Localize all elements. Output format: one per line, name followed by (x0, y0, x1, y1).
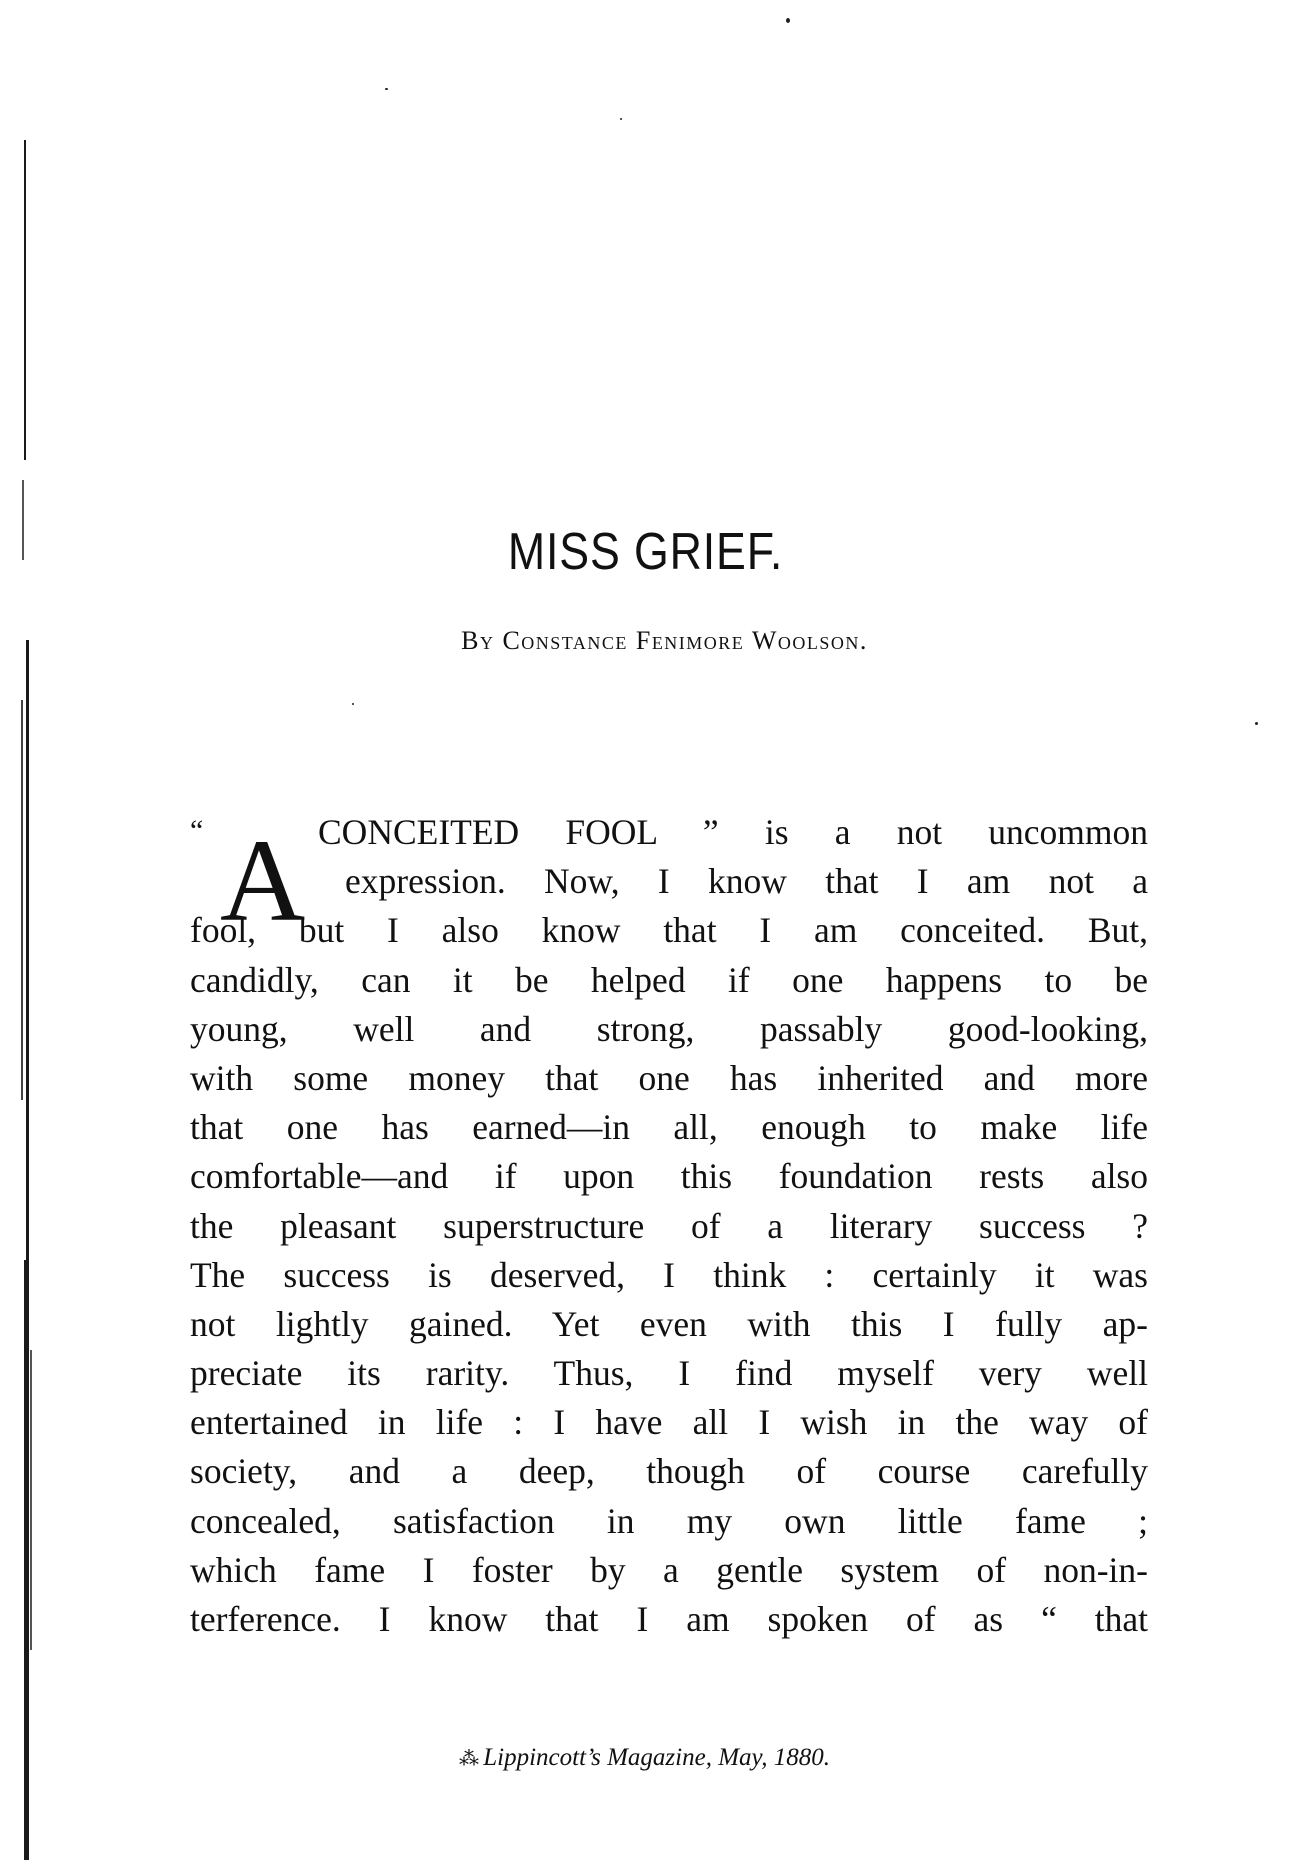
scan-speck (620, 118, 622, 120)
scan-speck (786, 18, 790, 23)
body-line: young, well and strong, passably good-looking, (190, 1008, 1148, 1049)
body-line: that one has earned—in all, enough to make life (190, 1107, 1148, 1148)
opening-quote: “ (190, 814, 204, 847)
body-line: preciate its rarity. Thus, I find myself very well (190, 1353, 1148, 1394)
body-line: expression. Now, I know that I am not a (345, 861, 1148, 902)
story-body (190, 808, 1148, 1644)
body-line: terference. I know that I am spoken of as “ that (190, 1599, 1148, 1639)
footnote (0, 1745, 1289, 1770)
footnote-source: Lippincott’s Magazine, May, 1880. (483, 1744, 830, 1771)
body-line: with some money that one has inherited and more (190, 1057, 1148, 1098)
body-line: The success is deserved, I think : certainly it was (190, 1254, 1148, 1295)
body-line: the pleasant superstructure of a literary success ? (190, 1205, 1148, 1246)
body-line: which fame I foster by a gentle system of non-in- (190, 1549, 1148, 1590)
story-title: MISS GRIEF. (507, 523, 784, 581)
footnote-marker: ⁂ (458, 1748, 477, 1770)
body-line: concealed, satisfaction in my own little fame ; (190, 1500, 1148, 1541)
body-line: entertained in life : I have all I wish in the way of (190, 1402, 1148, 1443)
scan-speck (352, 703, 354, 705)
body-line: not lightly gained. Yet even with this I fully ap- (190, 1303, 1148, 1344)
author-byline: By Constance Fenimore Woolson. (461, 626, 868, 655)
body-line-1-text: CONCEITED FOOL ” is a not uncommon (318, 812, 1148, 852)
binding-edge-shadow (18, 100, 44, 1870)
drop-cap: A (220, 815, 306, 946)
body-line: candidly, can it be helped if one happens to be (190, 959, 1148, 1000)
scan-speck (385, 88, 388, 90)
body-line: comfortable—and if upon this foundation rests also (190, 1156, 1148, 1197)
body-line: society, and a deep, though of course carefully (190, 1451, 1148, 1492)
body-line: fool, but I also know that I am conceited. But, (190, 910, 1148, 951)
scan-speck (1255, 722, 1258, 725)
